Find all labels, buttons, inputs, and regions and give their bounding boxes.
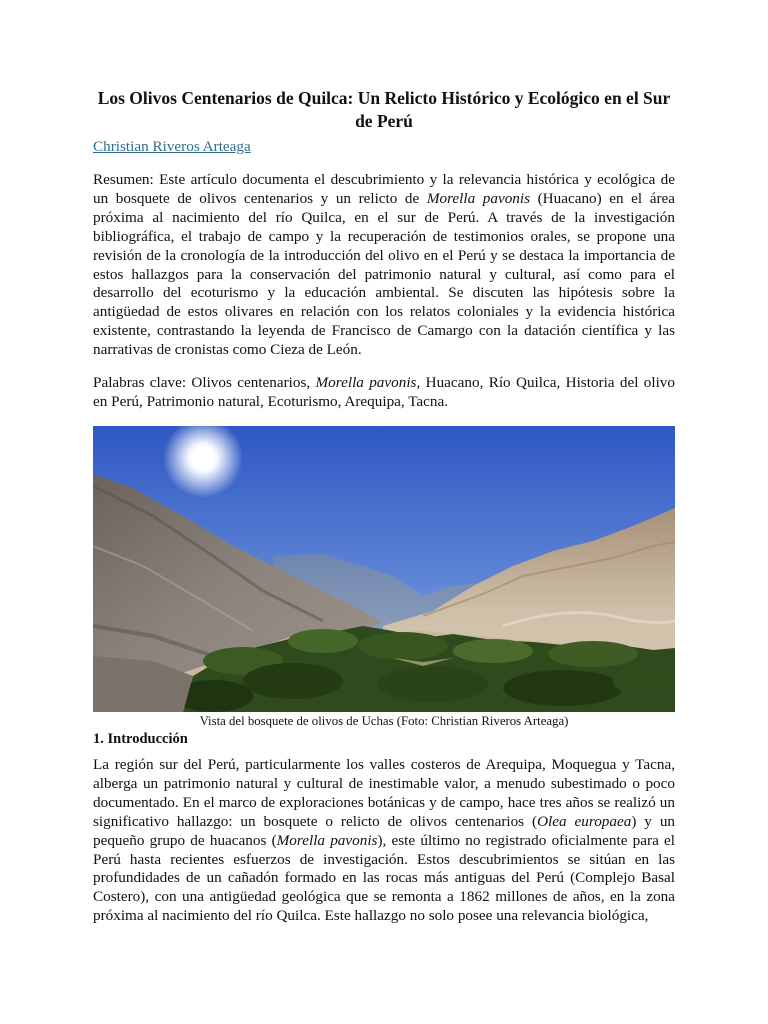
intro-text: La región sur del Perú, particularmente los valles costeros de Arequipa, Moquegua y Tacna, alberga un patrimonio natural y cultural de inestimable valor, a menudo subestimado o poco documentado. En el marco de exploraciones botánicas y de campo, hace tres años se realizó un significativo hallazgo: un bosquete o relicto de olivos centenarios ( bbox=[93, 756, 675, 830]
intro-paragraph bbox=[93, 756, 675, 926]
keywords-paragraph bbox=[93, 374, 675, 412]
intro-species-olea: Olea europaea bbox=[537, 812, 632, 830]
author-link[interactable]: Christian Riveros Arteaga bbox=[93, 138, 251, 155]
valley-photo bbox=[93, 426, 675, 712]
abstract-species: Morella pavonis bbox=[426, 189, 531, 207]
figure-caption: Vista del bosquete de olivos de Uchas (Foto: Christian Riveros Arteaga) bbox=[199, 714, 569, 728]
intro-text-cont: ) y un pequeño grupo de huacanos ( bbox=[93, 812, 676, 849]
keywords-text-cont: , Huacano, Río Quilca, Historia del olivo en Perú, Patrimonio natural, Ecoturismo, Arequipa, Tacna. bbox=[93, 374, 675, 410]
paper-title: Los Olivos Centenarios de Quilca: Un Relicto Histórico y Ecológico en el Sur de Perú bbox=[97, 88, 671, 131]
keywords-text: Palabras clave: Olivos centenarios, bbox=[93, 374, 316, 391]
section-heading: 1. Introducción bbox=[93, 731, 188, 747]
intro-text-end: ), este último no registrado oficialmente para el Perú hasta recientes esfuerzos de investigación. Estos descubrimientos se sitúan en las profundidades de un cañadón formado en las rocas más antiguas del Perú (Complejo Basal Costero), con una antigüedad geológica que se remonta a 1862 millones de años, en la zona próxima al nacimiento del río Quilca. Este hallazgo no solo posee una relevancia biológica, bbox=[93, 831, 675, 925]
abstract-text-cont: (Huacano) en el área próxima al nacimiento del río Quilca, en el sur de Perú. A través de la investigación bibliográfica, el trabajo de campo y la recuperación de testimonios orales, se propone una revisión de la cronología de la introducción del olivo en el Perú y se destaca la importancia de estos hallazgos para la conservación del patrimonio natural y cultural, así como para el desarrollo del ecoturismo y la educación ambiental. Se discuten las hipótesis sobre la antigüedad de estos olivares en relación con los relatos coloniales y la evidencia histórica existente, contrastando la leyenda de Francisco de Camargo con la datación científica y las narrativas de cronistas como Cieza de León. bbox=[93, 189, 675, 359]
abstract-text: Resumen: Este artículo documenta el descubrimiento y la relevancia histórica y ecológica de un bosquete de olivos centenarios y un relicto de bbox=[93, 171, 675, 207]
keywords-species: Morella pavonis bbox=[315, 374, 417, 391]
intro-species-morella: Morella pavonis bbox=[276, 831, 378, 849]
abstract-paragraph bbox=[93, 171, 675, 360]
